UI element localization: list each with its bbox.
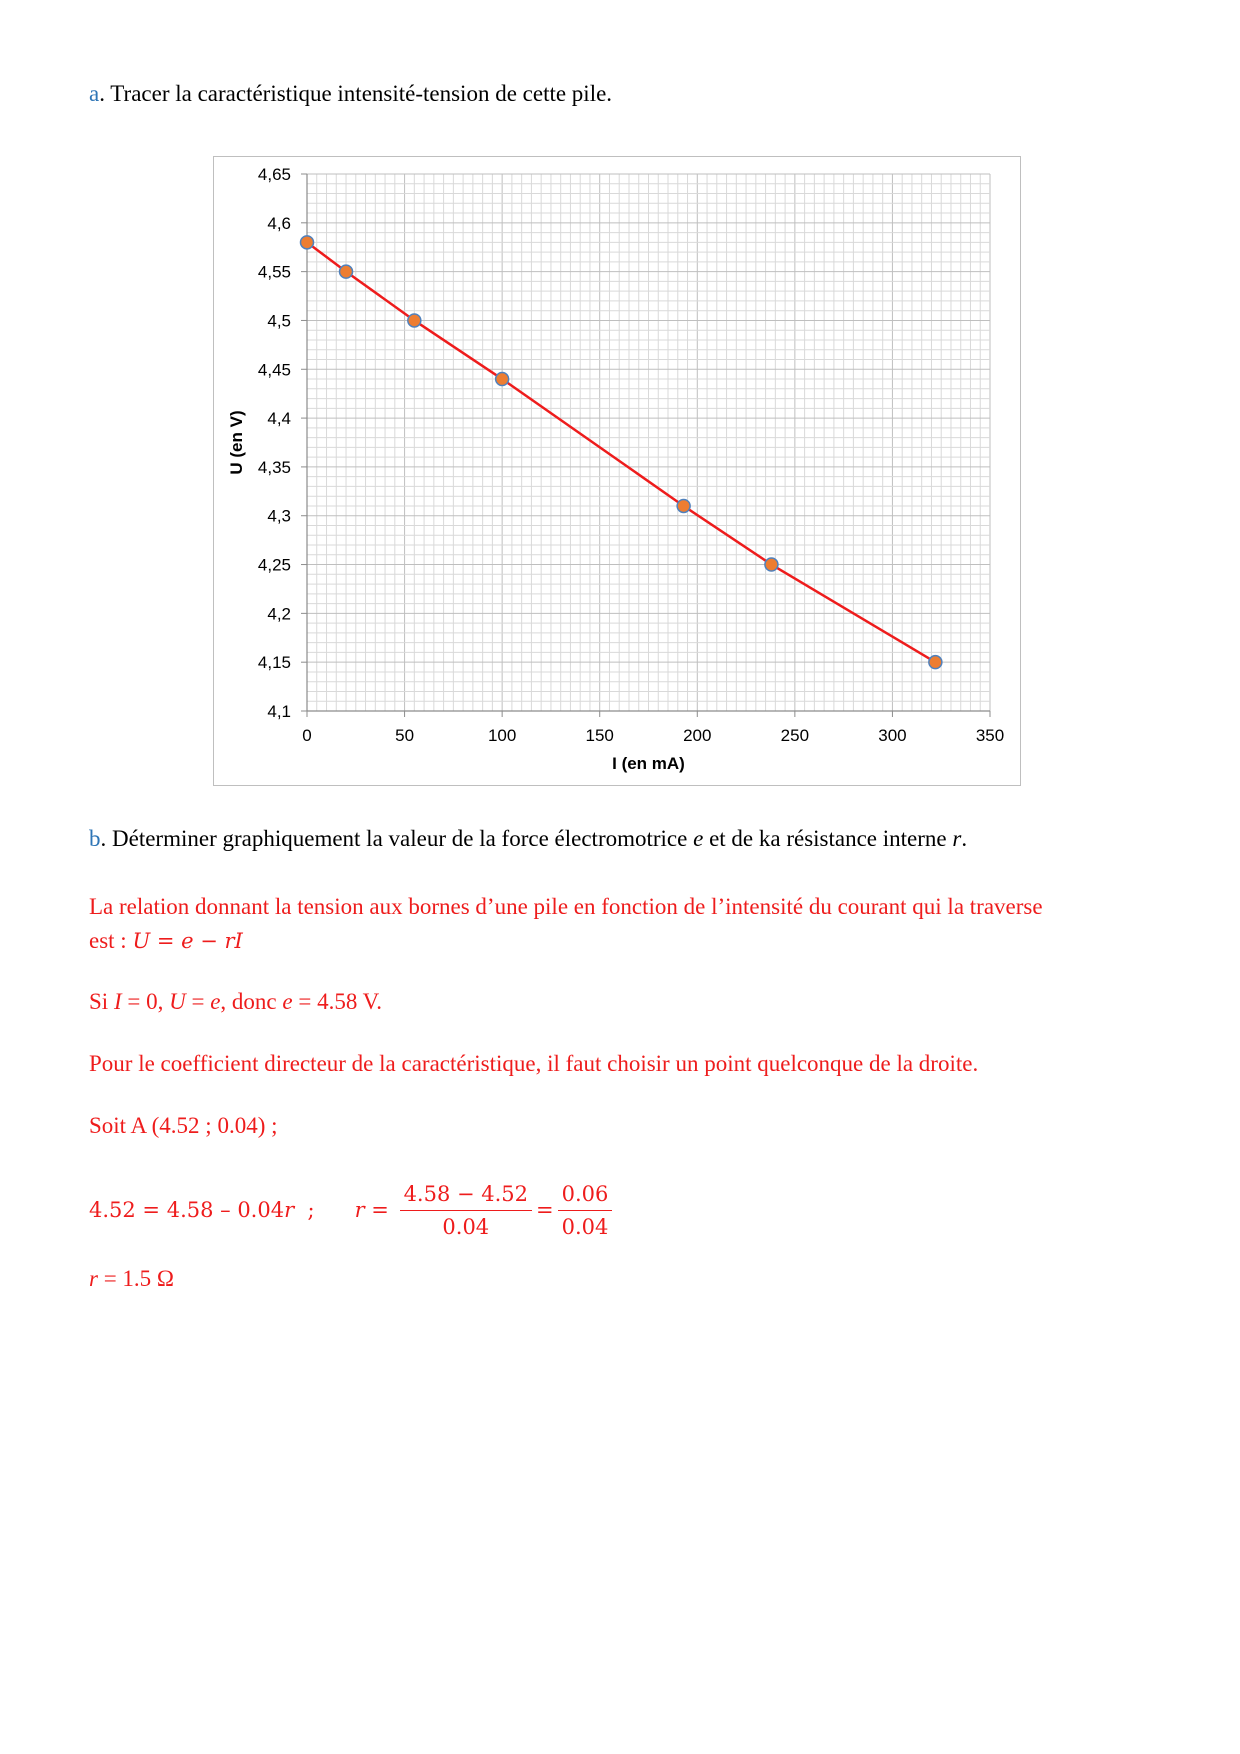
chart-svg [214, 157, 1022, 787]
si-e2: e [282, 989, 293, 1014]
part-b-var-e: e [693, 826, 704, 851]
part-b-letter: b [89, 826, 101, 851]
x-tick-label: 0 [302, 726, 312, 745]
part-b-var-r: r [952, 826, 962, 851]
result-r: r [89, 1266, 98, 1291]
frac-eq: = [364, 1198, 396, 1222]
data-point [408, 314, 421, 327]
si-I: I [113, 989, 122, 1014]
fraction-2-denominator: 0.04 [561, 1214, 609, 1239]
y-tick-label: 4,65 [257, 165, 291, 184]
y-tick-label: 4,45 [257, 360, 291, 380]
si-mid2: = [185, 989, 211, 1014]
x-tick-label: 200 [683, 726, 712, 745]
relation-line-1: La relation donnant la tension aux bornes d’une pile en fonction de l’intensité du courant qui la traverse [89, 894, 1043, 919]
chart-frame [213, 156, 1021, 786]
part-b-text-1: . Déterminer graphiquement la valeur de la force électromotrice [100, 826, 694, 851]
si-mid1: = 0, [121, 989, 170, 1014]
point-line: Soit A (4.52 ; 0.04) ; [89, 1113, 278, 1138]
fraction-1 [400, 1178, 532, 1243]
y-tick-label: 4,5 [267, 311, 291, 331]
eq-left: 4.52 = 4.58 – 0.04 [89, 1198, 285, 1222]
y-tick-label: 4,1 [267, 702, 291, 721]
eq-r: r [284, 1198, 295, 1222]
y-tick-label: 4,55 [257, 262, 291, 282]
series-line [307, 242, 935, 662]
part-a-text: . Tracer la caractéristique intensité-tension de cette pile. [99, 81, 613, 106]
fraction-2-numerator: 0.06 [558, 1178, 613, 1211]
si-line [89, 985, 382, 1019]
x-tick-label: 350 [975, 726, 1005, 745]
data-point [929, 656, 942, 669]
data-point [765, 558, 778, 571]
x-tick-label: 100 [487, 726, 517, 745]
si-mid3: , donc [220, 989, 283, 1014]
y-tick-label: 4,6 [267, 213, 291, 233]
data-point [677, 499, 690, 512]
si-value: = 4.58 V. [292, 989, 383, 1014]
si-U: U [169, 989, 186, 1014]
y-tick-label: 4,3 [267, 506, 291, 526]
y-tick-label: 4,2 [267, 604, 291, 624]
relation-line-2 [89, 924, 243, 958]
y-tick-label: 4,25 [257, 555, 291, 575]
coef-line: Pour le coefficient directeur de la caractéristique, il faut choisir un point quelconque de la droite. [89, 1051, 979, 1076]
part-b-text-2: et de ka résistance interne [703, 826, 953, 851]
frac-eq-2: = [536, 1198, 554, 1222]
result-value: = 1.5 Ω [97, 1266, 175, 1291]
data-point [340, 265, 353, 278]
y-tick-label: 4,35 [257, 457, 291, 477]
si-e: e [210, 989, 221, 1014]
x-axis-title: I (en mA) [612, 754, 685, 773]
part-b-heading [89, 822, 967, 856]
data-point [301, 236, 314, 249]
y-tick-label: 4,15 [257, 653, 291, 673]
eq-sep: ; [294, 1198, 315, 1222]
data-point [496, 373, 509, 386]
x-tick-label: 250 [780, 726, 810, 745]
equation-row [89, 1172, 616, 1248]
y-axis-title: U (en V) [227, 410, 246, 475]
part-a-heading [89, 77, 612, 111]
y-tick-label: 4,4 [267, 409, 291, 429]
x-tick-label: 50 [395, 726, 415, 745]
part-a-letter: a [89, 81, 100, 106]
part-b-text-3: . [961, 826, 968, 851]
result-line [89, 1262, 174, 1296]
relation-prefix: est : [89, 928, 133, 953]
si-prefix: Si [89, 989, 114, 1014]
fraction-1-numerator: 4.58 − 4.52 [400, 1178, 532, 1211]
x-tick-label: 300 [878, 726, 907, 745]
x-tick-label: 150 [585, 726, 614, 745]
fraction-2 [558, 1178, 613, 1243]
relation-formula: U = e − rI [132, 929, 243, 953]
frac-r: r [354, 1198, 365, 1222]
fraction-1-denominator: 0.04 [442, 1214, 490, 1239]
